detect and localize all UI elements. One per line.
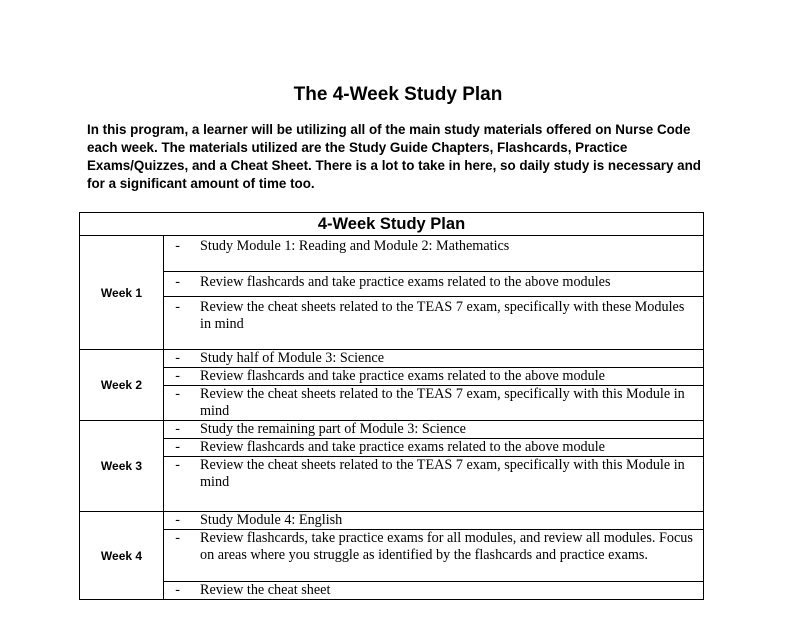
- task-cell: [164, 512, 704, 530]
- task-cell: [164, 421, 704, 439]
- task-text: Study Module 4: English: [200, 512, 343, 528]
- week-label: Week 1: [80, 236, 164, 350]
- task-cell: [164, 350, 704, 368]
- bullet-dash: -: [175, 457, 180, 473]
- task-cell: [164, 236, 704, 272]
- bullet-dash: -: [175, 386, 180, 402]
- bullet-dash: -: [175, 274, 180, 290]
- bullet-dash: -: [175, 439, 180, 455]
- week-row: [80, 368, 704, 386]
- bullet-dash: -: [175, 421, 180, 437]
- week-row: [80, 512, 704, 530]
- task-text: Review flashcards and take practice exams related to the above module: [200, 368, 605, 384]
- bullet-dash: -: [175, 299, 180, 315]
- week-label: Week 2: [80, 350, 164, 421]
- study-plan-table: [79, 212, 704, 600]
- page-title: The 4-Week Study Plan: [293, 84, 503, 105]
- task-text: Study half of Module 3: Science: [200, 350, 385, 366]
- bullet-dash: -: [175, 512, 180, 528]
- task-cell: [164, 272, 704, 297]
- task-cell: [164, 530, 704, 582]
- task-text: Study the remaining part of Module 3: Science: [200, 421, 466, 437]
- week-row: [80, 530, 704, 582]
- task-text: Review flashcards, take practice exams for all modules, and review all modules. Focus on areas where you struggle as identified by the flashcards and practice exams.: [200, 530, 693, 563]
- week-row: [80, 421, 704, 439]
- bullet-dash: -: [175, 238, 180, 254]
- task-cell: [164, 368, 704, 386]
- week-row: [80, 457, 704, 512]
- bullet-dash: -: [175, 350, 180, 366]
- week-row: [80, 272, 704, 297]
- task-text: Review flashcards and take practice exams related to the above modules: [200, 274, 611, 290]
- week-row: [80, 236, 704, 272]
- task-cell: [164, 297, 704, 350]
- task-cell: [164, 457, 704, 512]
- week-row: [80, 350, 704, 368]
- task-text: Review flashcards and take practice exams related to the above module: [200, 439, 605, 455]
- task-text: Review the cheat sheets related to the TEAS 7 exam, specifically with these Modules in mind: [200, 299, 685, 332]
- task-text: Review the cheat sheet: [200, 582, 331, 598]
- week-row: [80, 297, 704, 350]
- table-heading: 4-Week Study Plan: [80, 213, 704, 236]
- bullet-dash: -: [175, 368, 180, 384]
- intro-paragraph: In this program, a learner will be utilizing all of the main study materials offered on Nurse Code each week. The materials utilized are the Study Guide Chapters, Flashcards, Practice Exams/Quizzes, and a Cheat Sheet. There is a lot to take in here, so daily study is necessary and for a significant amount of time too.: [87, 122, 701, 191]
- week-row: [80, 582, 704, 600]
- task-cell: [164, 439, 704, 457]
- task-text: Review the cheat sheets related to the TEAS 7 exam, specifically with this Module in mind: [200, 386, 685, 419]
- task-cell: [164, 386, 704, 421]
- bullet-dash: -: [175, 530, 180, 546]
- task-text: Review the cheat sheets related to the TEAS 7 exam, specifically with this Module in mind: [200, 457, 685, 490]
- week-label: Week 4: [80, 512, 164, 600]
- week-label: Week 3: [80, 421, 164, 512]
- week-row: [80, 439, 704, 457]
- week-row: [80, 386, 704, 421]
- task-text: Study Module 1: Reading and Module 2: Mathematics: [200, 238, 510, 254]
- bullet-dash: -: [175, 582, 180, 598]
- task-cell: [164, 582, 704, 600]
- table-heading-row: [80, 213, 704, 236]
